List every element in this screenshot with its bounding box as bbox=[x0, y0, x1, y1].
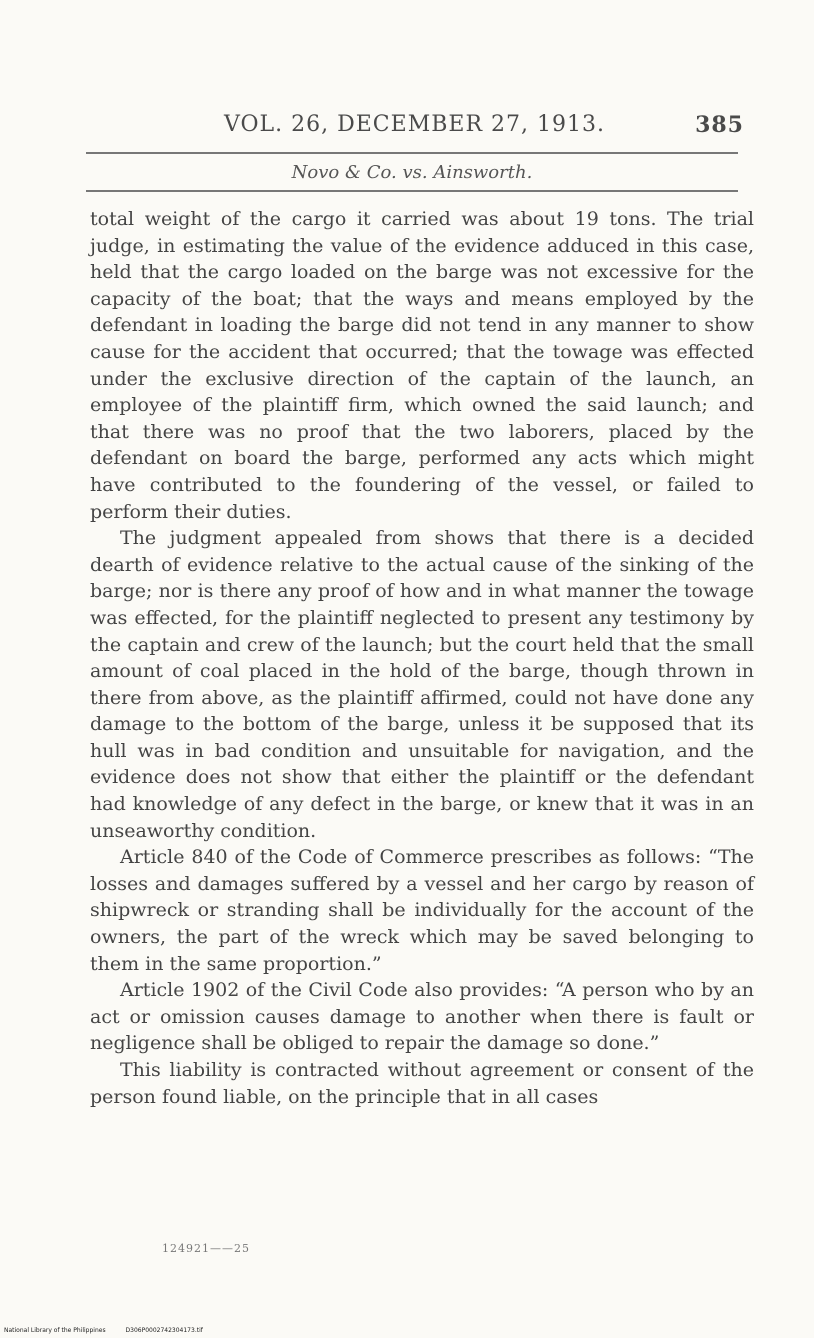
paragraph: The judgment appealed from shows that there is a decided dearth of evidence relative to the actual cause of the sinking of the barge; nor is there any proof of how and in what manner the towage was effected, for the plaintiff neglected to present any testimony by the captain and crew of the launch; but the court held that the small amount of coal placed in the hold of the barge, though thrown in there from above, as the plaintiff affirmed, could not have done any damage to the bottom of the barge, unless it be supposed that its hull was in bad condition and unsuitable for navigation, and the evidence does not show that either the plaintiff or the defendant had knowledge of any defect in the barge, or knew that it was in an unseaworthy condition. bbox=[90, 527, 754, 842]
paragraph: Article 1902 of the Civil Code also provides: “A person who by an act or omission causes damage to another when there is fault or negligence shall be obliged to repair the damage so done.” bbox=[90, 979, 754, 1055]
paragraph-continued: total weight of the cargo it carried was about 19 tons. The trial judge, in estimating the value of the evidence adduced in this case, held that the cargo loaded on the barge was not excessive for the capacity of the boat; that the ways and means employed by the defendant in loading the barge did not tend in any manner to show cause for the accident that occurred; that the towage was effected under the exclusive direction of the captain of the launch, an employee of the plaintiff firm, which owned the said launch; and that there was no proof that the two laborers, placed by the defendant on board the barge, performed any acts which might have contributed to the foundering of the vessel, or failed to perform their duties. bbox=[90, 208, 754, 523]
file-identifier: D306P0002742304173.tif bbox=[125, 1327, 203, 1334]
print-code: 124921——25 bbox=[162, 1242, 250, 1255]
case-title: Novo & Co. vs. Ainsworth. bbox=[291, 162, 533, 183]
header-rule-top bbox=[86, 152, 738, 154]
paragraph: This liability is contracted without agreement or consent of the person found liable, on the principle that in all cases bbox=[90, 1059, 754, 1108]
header-rule-bottom bbox=[86, 190, 738, 192]
volume-line: VOL. 26, DECEMBER 27, 1913. bbox=[224, 112, 605, 137]
library-name: National Library of the Philippines bbox=[4, 1327, 106, 1334]
scan-credit bbox=[4, 1327, 221, 1334]
body-text bbox=[90, 206, 754, 1110]
page-number: 385 bbox=[695, 112, 744, 138]
paragraph: Article 840 of the Code of Commerce prescribes as follows: “The losses and damages suffered by a vessel and her cargo by reason of shipwreck or stranding shall be individually for the account of the owners, the part of the wreck which may be saved belonging to them in the same proportion.” bbox=[90, 846, 754, 975]
